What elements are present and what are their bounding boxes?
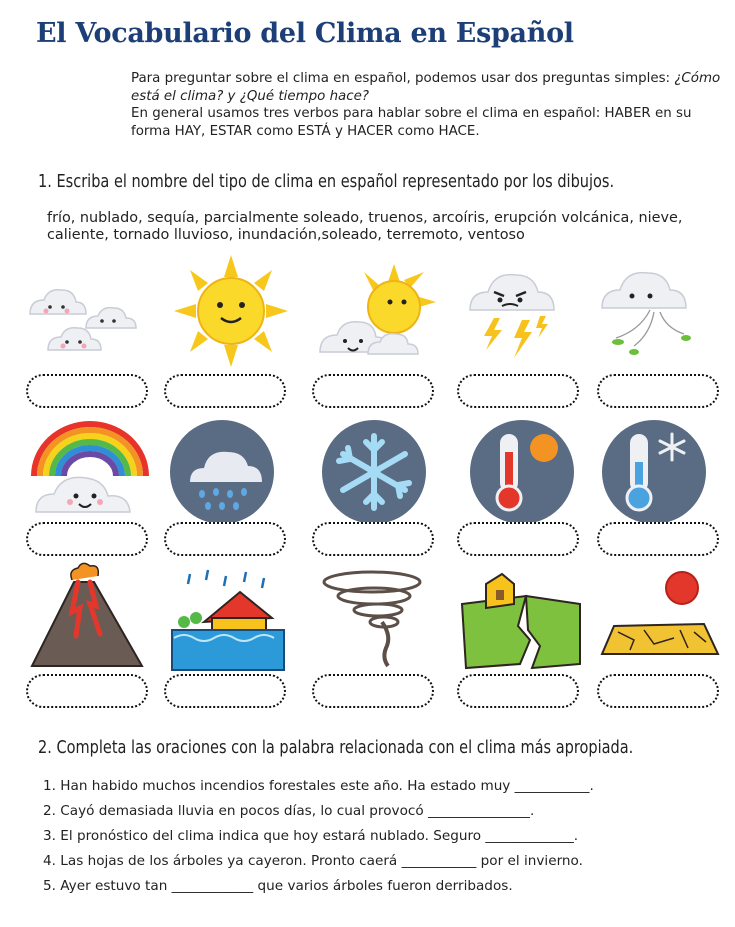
windy-icon [588, 258, 718, 378]
page-title: El Vocabulario del Clima en Español [36, 18, 574, 49]
sentence-3: 3. El pronóstico del clima indica que hoy estará nublado. Seguro _____________. [43, 828, 579, 844]
section-1-heading: 1. Escriba el nombre del tipo de clima en español representado por los dibujos. [38, 172, 615, 192]
sunny-icon [166, 255, 296, 375]
intro-paragraph-2: En general usamos tres verbos para hablar sobre el clima en español: HABER en su forma HAY, ESTAR como ESTÁ y HACER como HACE. [131, 106, 692, 139]
word-bank: frío, nublado, sequía, parcialmente soleado, truenos, arcoíris, erupción volcánica, nieve, caliente, tornado lluvioso, inundación,soleado, terremoto, ventoso [47, 210, 683, 243]
answer-box-3[interactable] [312, 374, 434, 408]
rain-icon [160, 412, 290, 532]
cold-thermometer-icon [600, 412, 730, 532]
sentence-list [43, 776, 723, 901]
sentence-1: 1. Han habido muchos incendios forestales este año. Ha estado muy ___________. [43, 778, 594, 794]
partly-sunny-icon [312, 262, 442, 382]
flood-icon [160, 562, 290, 682]
answer-box-15[interactable] [597, 674, 719, 708]
tornado-icon [312, 560, 442, 680]
snowflake-icon [312, 412, 442, 532]
answer-box-1[interactable] [26, 374, 148, 408]
answer-box-7[interactable] [164, 522, 286, 556]
answer-box-4[interactable] [457, 374, 579, 408]
hot-thermometer-icon [460, 412, 590, 532]
answer-box-13[interactable] [312, 674, 434, 708]
answer-box-10[interactable] [597, 522, 719, 556]
cloudy-icon [20, 258, 150, 378]
intro-paragraph-1: Para preguntar sobre el clima en español, podemos usar dos preguntas simples: ¿Cómo está el clima? y ¿Qué tiempo hace? [131, 71, 721, 104]
answer-box-14[interactable] [457, 674, 579, 708]
section-2-heading: 2. Completa las oraciones con la palabra relacionada con el clima más apropiada. [38, 738, 634, 758]
thunder-icon [456, 258, 586, 378]
drought-icon [594, 560, 724, 680]
answer-box-9[interactable] [457, 522, 579, 556]
answer-box-2[interactable] [164, 374, 286, 408]
answer-box-8[interactable] [312, 522, 434, 556]
answer-box-6[interactable] [26, 522, 148, 556]
answer-box-12[interactable] [164, 674, 286, 708]
answer-box-11[interactable] [26, 674, 148, 708]
rainbow-icon [24, 416, 154, 536]
intro-text [131, 70, 721, 140]
earthquake-icon [456, 560, 586, 680]
sentence-4: 4. Las hojas de los árboles ya cayeron. Pronto caerá ___________ por el invierno. [43, 853, 583, 869]
volcano-icon [24, 560, 154, 680]
example-questions: ¿Cómo está el clima? y ¿Qué tiempo hace? [131, 71, 721, 104]
answer-box-5[interactable] [597, 374, 719, 408]
sentence-2: 2. Cayó demasiada lluvia en pocos días, lo cual provocó _______________. [43, 803, 535, 819]
sentence-5: 5. Ayer estuvo tan ____________ que varios árboles fueron derribados. [43, 878, 513, 894]
